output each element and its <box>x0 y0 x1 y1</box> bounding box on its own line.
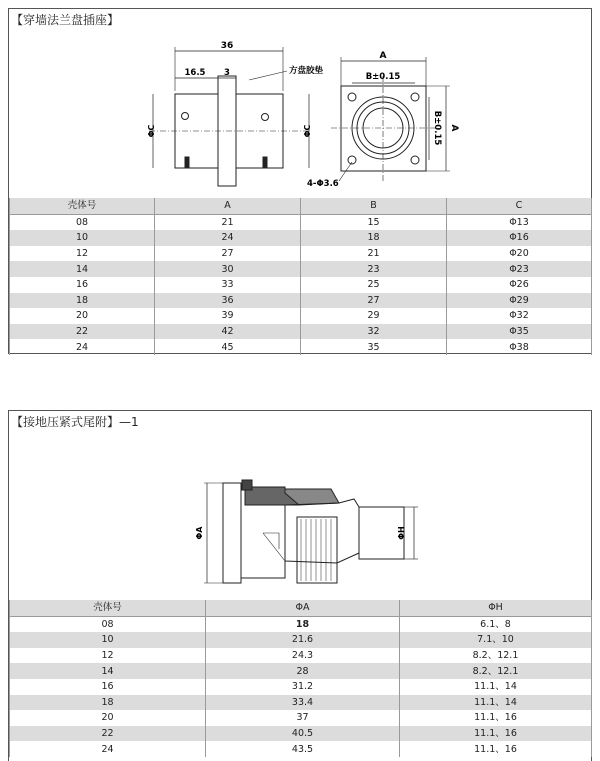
cell-shell: 20 <box>10 308 155 324</box>
grounding-backshell-panel <box>8 410 592 761</box>
cell-b: 21 <box>301 246 447 262</box>
cell-a: 36 <box>155 293 301 309</box>
header-a: A <box>155 198 301 214</box>
table-row <box>10 616 592 632</box>
cell-shell: 10 <box>10 230 155 246</box>
cell-c: Φ38 <box>447 339 592 355</box>
cell-c: Φ13 <box>447 214 592 230</box>
table-row <box>10 695 592 711</box>
cell-phi-h: 6.1、8 <box>400 616 592 632</box>
cell-phi-a: 24.3 <box>206 648 400 664</box>
cell-b: 29 <box>301 308 447 324</box>
cell-shell: 16 <box>10 679 206 695</box>
cell-phi-h: 11.1、14 <box>400 695 592 711</box>
header-phi-h: ΦH <box>400 600 592 616</box>
cell-phi-h: 8.2、12.1 <box>400 648 592 664</box>
backshell-view <box>204 480 418 583</box>
cell-shell: 08 <box>10 616 206 632</box>
cell-c: Φ26 <box>447 277 592 293</box>
section-title-flange: 【穿墙法兰盘插座】 <box>11 13 120 27</box>
cell-b: 15 <box>301 214 447 230</box>
header-c: C <box>447 198 592 214</box>
cell-phi-a: 33.4 <box>206 695 400 711</box>
table-row <box>10 648 592 664</box>
flange-receptacle-drawing <box>9 31 593 201</box>
phi-a-label: ΦA <box>195 526 204 540</box>
cell-shell: 18 <box>10 695 206 711</box>
header-b: B <box>301 198 447 214</box>
table-row <box>10 632 592 648</box>
table-row <box>10 308 592 324</box>
header-shell-size: 壳体号 <box>10 198 155 214</box>
cell-shell: 24 <box>10 741 206 757</box>
cell-b: 23 <box>301 261 447 277</box>
cell-phi-a: 37 <box>206 710 400 726</box>
cell-phi-a: 43.5 <box>206 741 400 757</box>
cell-c: Φ35 <box>447 324 592 340</box>
flange-receptacle-panel <box>8 8 592 354</box>
dim-b-label-side: B±0.15 <box>432 110 442 146</box>
table-row <box>10 726 592 742</box>
cell-shell: 12 <box>10 648 206 664</box>
phi-h-label: ΦH <box>397 526 406 540</box>
cell-phi-h: 11.1、16 <box>400 726 592 742</box>
cell-b: 18 <box>301 230 447 246</box>
table-row <box>10 679 592 695</box>
flange-dimensions-table <box>9 198 592 355</box>
dim-16-5-label: 16.5 <box>184 68 206 78</box>
cell-a: 42 <box>155 324 301 340</box>
cell-shell: 20 <box>10 710 206 726</box>
table-header-row <box>10 600 592 616</box>
table-row <box>10 230 592 246</box>
cell-c: Φ20 <box>447 246 592 262</box>
dim-a-label-top: A <box>379 51 387 61</box>
cell-shell: 16 <box>10 277 155 293</box>
cell-a: 33 <box>155 277 301 293</box>
table-row <box>10 293 592 309</box>
table-row <box>10 663 592 679</box>
dim-3-label: 3 <box>224 68 230 78</box>
cell-phi-h: 8.2、12.1 <box>400 663 592 679</box>
cell-phi-a: 28 <box>206 663 400 679</box>
table-row <box>10 246 592 262</box>
section-title-backshell: 【接地压紧式尾附】—1 <box>11 415 139 429</box>
backshell-drawing <box>9 433 593 603</box>
cell-phi-a: 31.2 <box>206 679 400 695</box>
cell-shell: 14 <box>10 663 206 679</box>
cell-shell: 08 <box>10 214 155 230</box>
table-row <box>10 261 592 277</box>
phi-c-label-left: ΦC <box>147 124 156 138</box>
cell-c: Φ23 <box>447 261 592 277</box>
cell-phi-h: 11.1、16 <box>400 710 592 726</box>
cell-phi-h: 11.1、16 <box>400 741 592 757</box>
cell-phi-a: 18 <box>206 616 400 632</box>
cell-shell: 22 <box>10 726 206 742</box>
cell-b: 35 <box>301 339 447 355</box>
dim-a-label-side: A <box>449 124 459 132</box>
table-row <box>10 339 592 355</box>
cell-a: 30 <box>155 261 301 277</box>
gasket-label: 方盘胶垫 <box>289 66 324 76</box>
cell-phi-h: 11.1、14 <box>400 679 592 695</box>
cell-a: 21 <box>155 214 301 230</box>
cell-shell: 10 <box>10 632 206 648</box>
cell-phi-a: 40.5 <box>206 726 400 742</box>
cell-c: Φ29 <box>447 293 592 309</box>
cell-shell: 24 <box>10 339 155 355</box>
dim-b-label-top: B±0.15 <box>365 72 401 82</box>
cell-a: 39 <box>155 308 301 324</box>
cell-phi-a: 21.6 <box>206 632 400 648</box>
cell-b: 27 <box>301 293 447 309</box>
phi-c-label-right: ΦC <box>303 124 312 138</box>
cell-c: Φ32 <box>447 308 592 324</box>
cell-b: 32 <box>301 324 447 340</box>
cell-a: 45 <box>155 339 301 355</box>
dim-36-label: 36 <box>220 41 234 51</box>
holes-label: 4-Φ3.6 <box>307 179 339 189</box>
cell-b: 25 <box>301 277 447 293</box>
table-row <box>10 214 592 230</box>
cell-shell: 12 <box>10 246 155 262</box>
header-shell-size: 壳体号 <box>10 600 206 616</box>
table-header-row <box>10 198 592 214</box>
header-phi-a: ΦA <box>206 600 400 616</box>
table-row <box>10 741 592 757</box>
table-row <box>10 710 592 726</box>
cell-a: 27 <box>155 246 301 262</box>
cell-a: 24 <box>155 230 301 246</box>
cell-shell: 22 <box>10 324 155 340</box>
cell-shell: 14 <box>10 261 155 277</box>
cell-phi-h: 7.1、10 <box>400 632 592 648</box>
cell-c: Φ16 <box>447 230 592 246</box>
backshell-dimensions-table <box>9 600 592 757</box>
table-row <box>10 277 592 293</box>
table-row <box>10 324 592 340</box>
cell-shell: 18 <box>10 293 155 309</box>
